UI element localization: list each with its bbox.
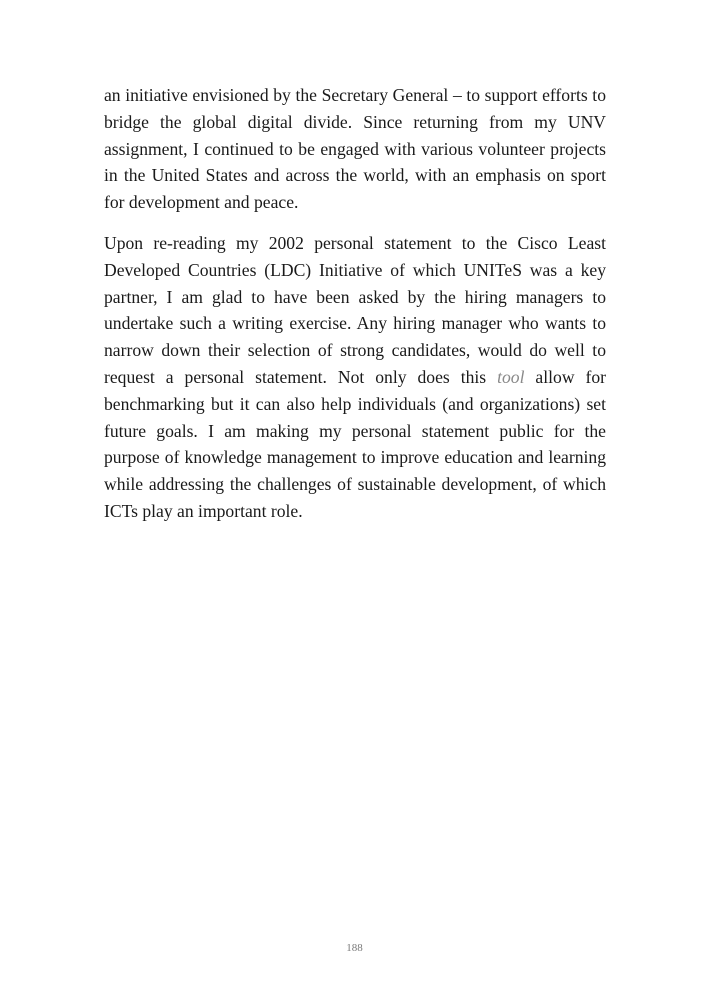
paragraph-2-text-start: Upon re-reading my 2002 personal statement to the Cisco Least Developed Countries (LDC) Initiative of which UNITeS was a key partner, I am glad to have been asked by the hiring managers to undertake such a writing exercise. Any hiring manager who wants to narrow down their selection of strong candidates, would do well to request a personal statement. Not only does this xyxy=(104,232,606,387)
paragraph-1 xyxy=(104,82,606,216)
paragraph-2-text-end: allow for benchmarking but it can also help individuals (and organizations) set future goals. I am making my personal statement public for the purpose of knowledge management to improve education and learning while addressing the challenges of sustainable development, of which ICTs play an important role. xyxy=(104,366,606,521)
page-number: 188 xyxy=(346,942,363,954)
paragraph-2 xyxy=(104,230,606,525)
body-text xyxy=(104,82,606,525)
paragraph-1-text: an initiative envisioned by the Secretary General – to support efforts to bridge the global digital divide. Since returning from my UNV assignment, I continued to be engaged with various volunteer projects in the United States and across the world, with an emphasis on sport for development and peace. xyxy=(104,85,606,213)
italic-emphasis-tool: tool xyxy=(497,366,525,387)
